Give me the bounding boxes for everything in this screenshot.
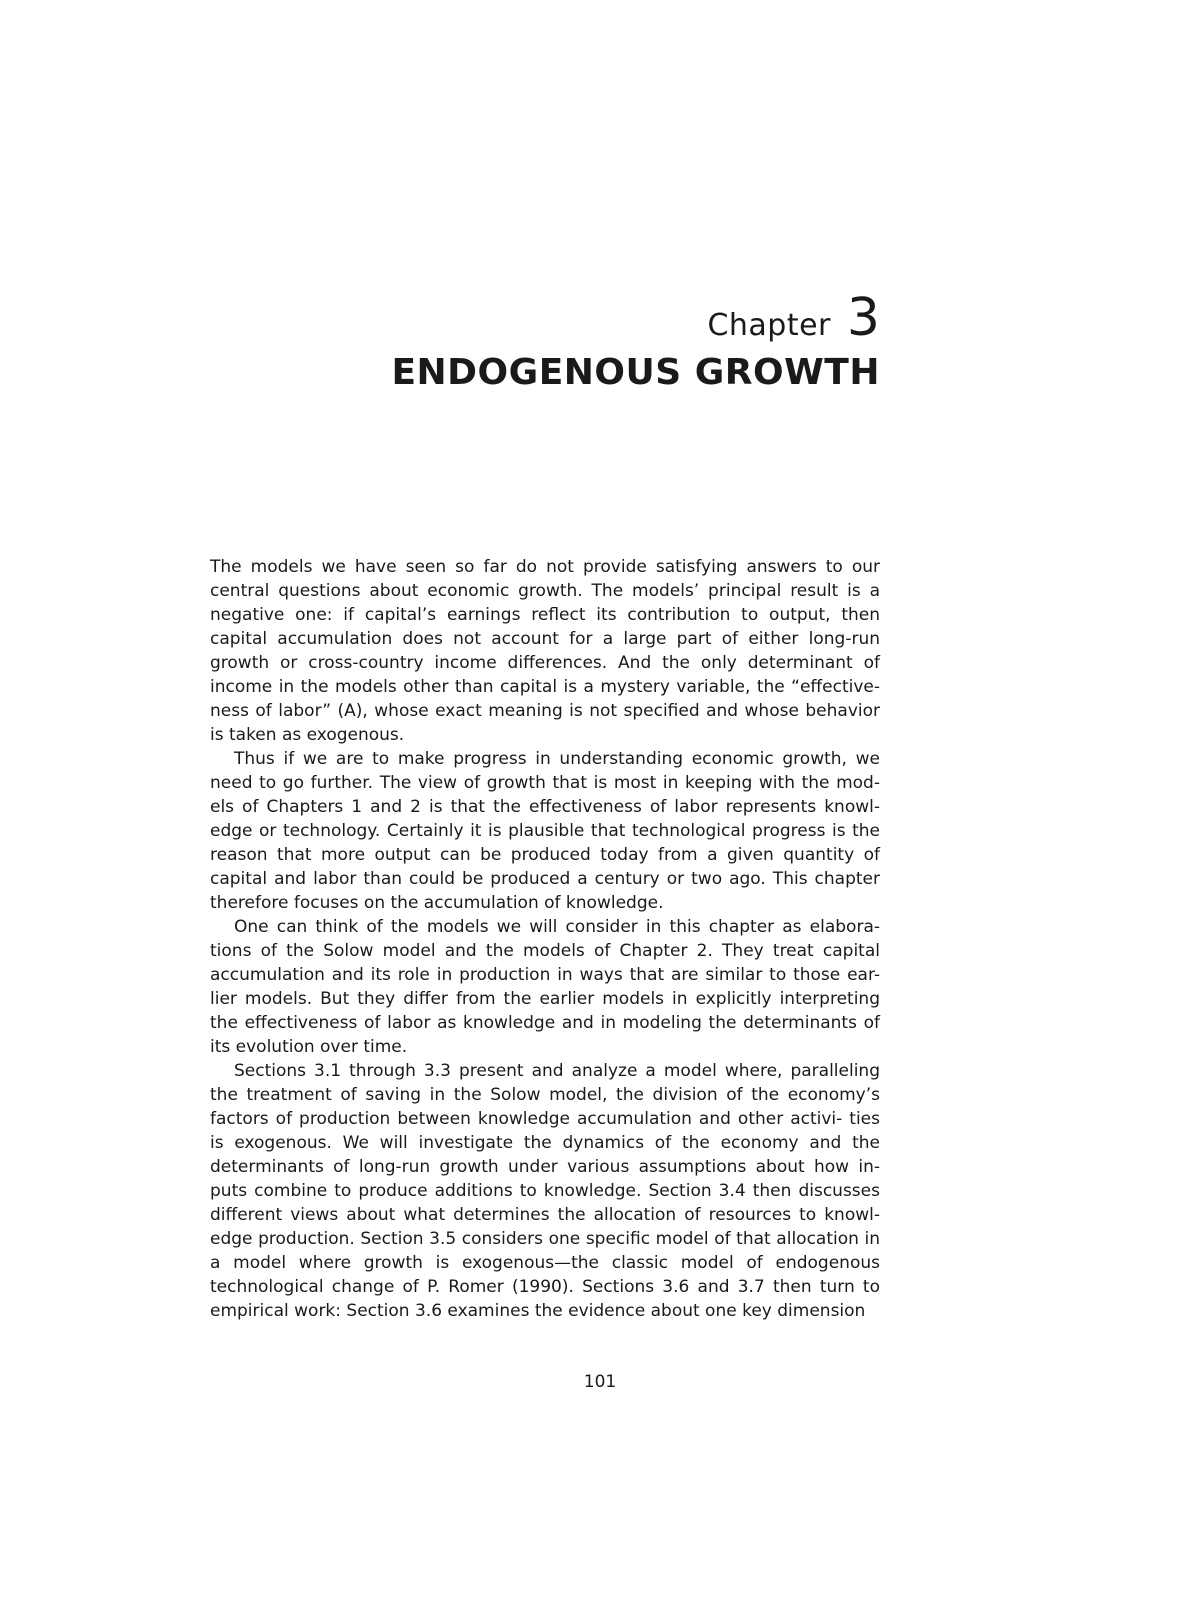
chapter-heading [391,288,880,393]
paragraph: One can think of the models we will consider in this chapter as elabora- tions of the Solow model and the models of Chapter 2. They treat capital accumulation and its role in production in ways that are similar to those ear- lier models. But they differ from the earlier models in explicitly interpreting the effectiveness of labor as knowledge and in modeling the determinants of its evolution over time. [210,917,880,1057]
paragraph: The models we have seen so far do not provide satisfying answers to our central questions about economic growth. The models’ principal result is a negative one: if capital’s earnings reflect its contribution to output, then capital accumulation does not account for a large part of either long-run growth or cross-country income differences. And the only determinant of income in the models other than capital is a mystery variable, the “effective- ness of labor” (A), whose exact meaning is not specified and whose behavior is taken as exogenous. [210,557,880,745]
chapter-label-line [391,288,880,348]
chapter-number: 3 [846,288,880,348]
paragraph: Sections 3.1 through 3.3 present and analyze a model where, paralleling the treatment of saving in the Solow model, the division of the economy’s factors of production between knowledge accumulation and other activi- ties is exogenous. We will investigate the dynamics of the economy and the determinants of long-run growth under various assumptions about how in- puts combine to produce additions to knowledge. Section 3.4 then discusses different views about what determines the allocation of resources to knowl- edge production. Section 3.5 considers one specific model of that allocation in a model where growth is exogenous—the classic model of endogenous technological change of P. Romer (1990). Sections 3.6 and 3.7 then turn to empirical work: Section 3.6 examines the evidence about one key dimension [210,1061,880,1321]
body-text [210,555,880,1323]
paragraph: Thus if we are to make progress in understanding economic growth, we need to go further. The view of growth that is most in keeping with the mod- els of Chapters 1 and 2 is that the effectiveness of labor represents knowl- edge or technology. Certainly it is plausible that technological progress is the reason that more output can be produced today from a given quantity of capital and labor than could be produced a century or two ago. This chapter therefore focuses on the accumulation of knowledge. [210,749,880,913]
chapter-label: Chapter [707,308,831,343]
page-number: 101 [583,1372,617,1392]
chapter-title: ENDOGENOUS GROWTH [391,352,880,393]
